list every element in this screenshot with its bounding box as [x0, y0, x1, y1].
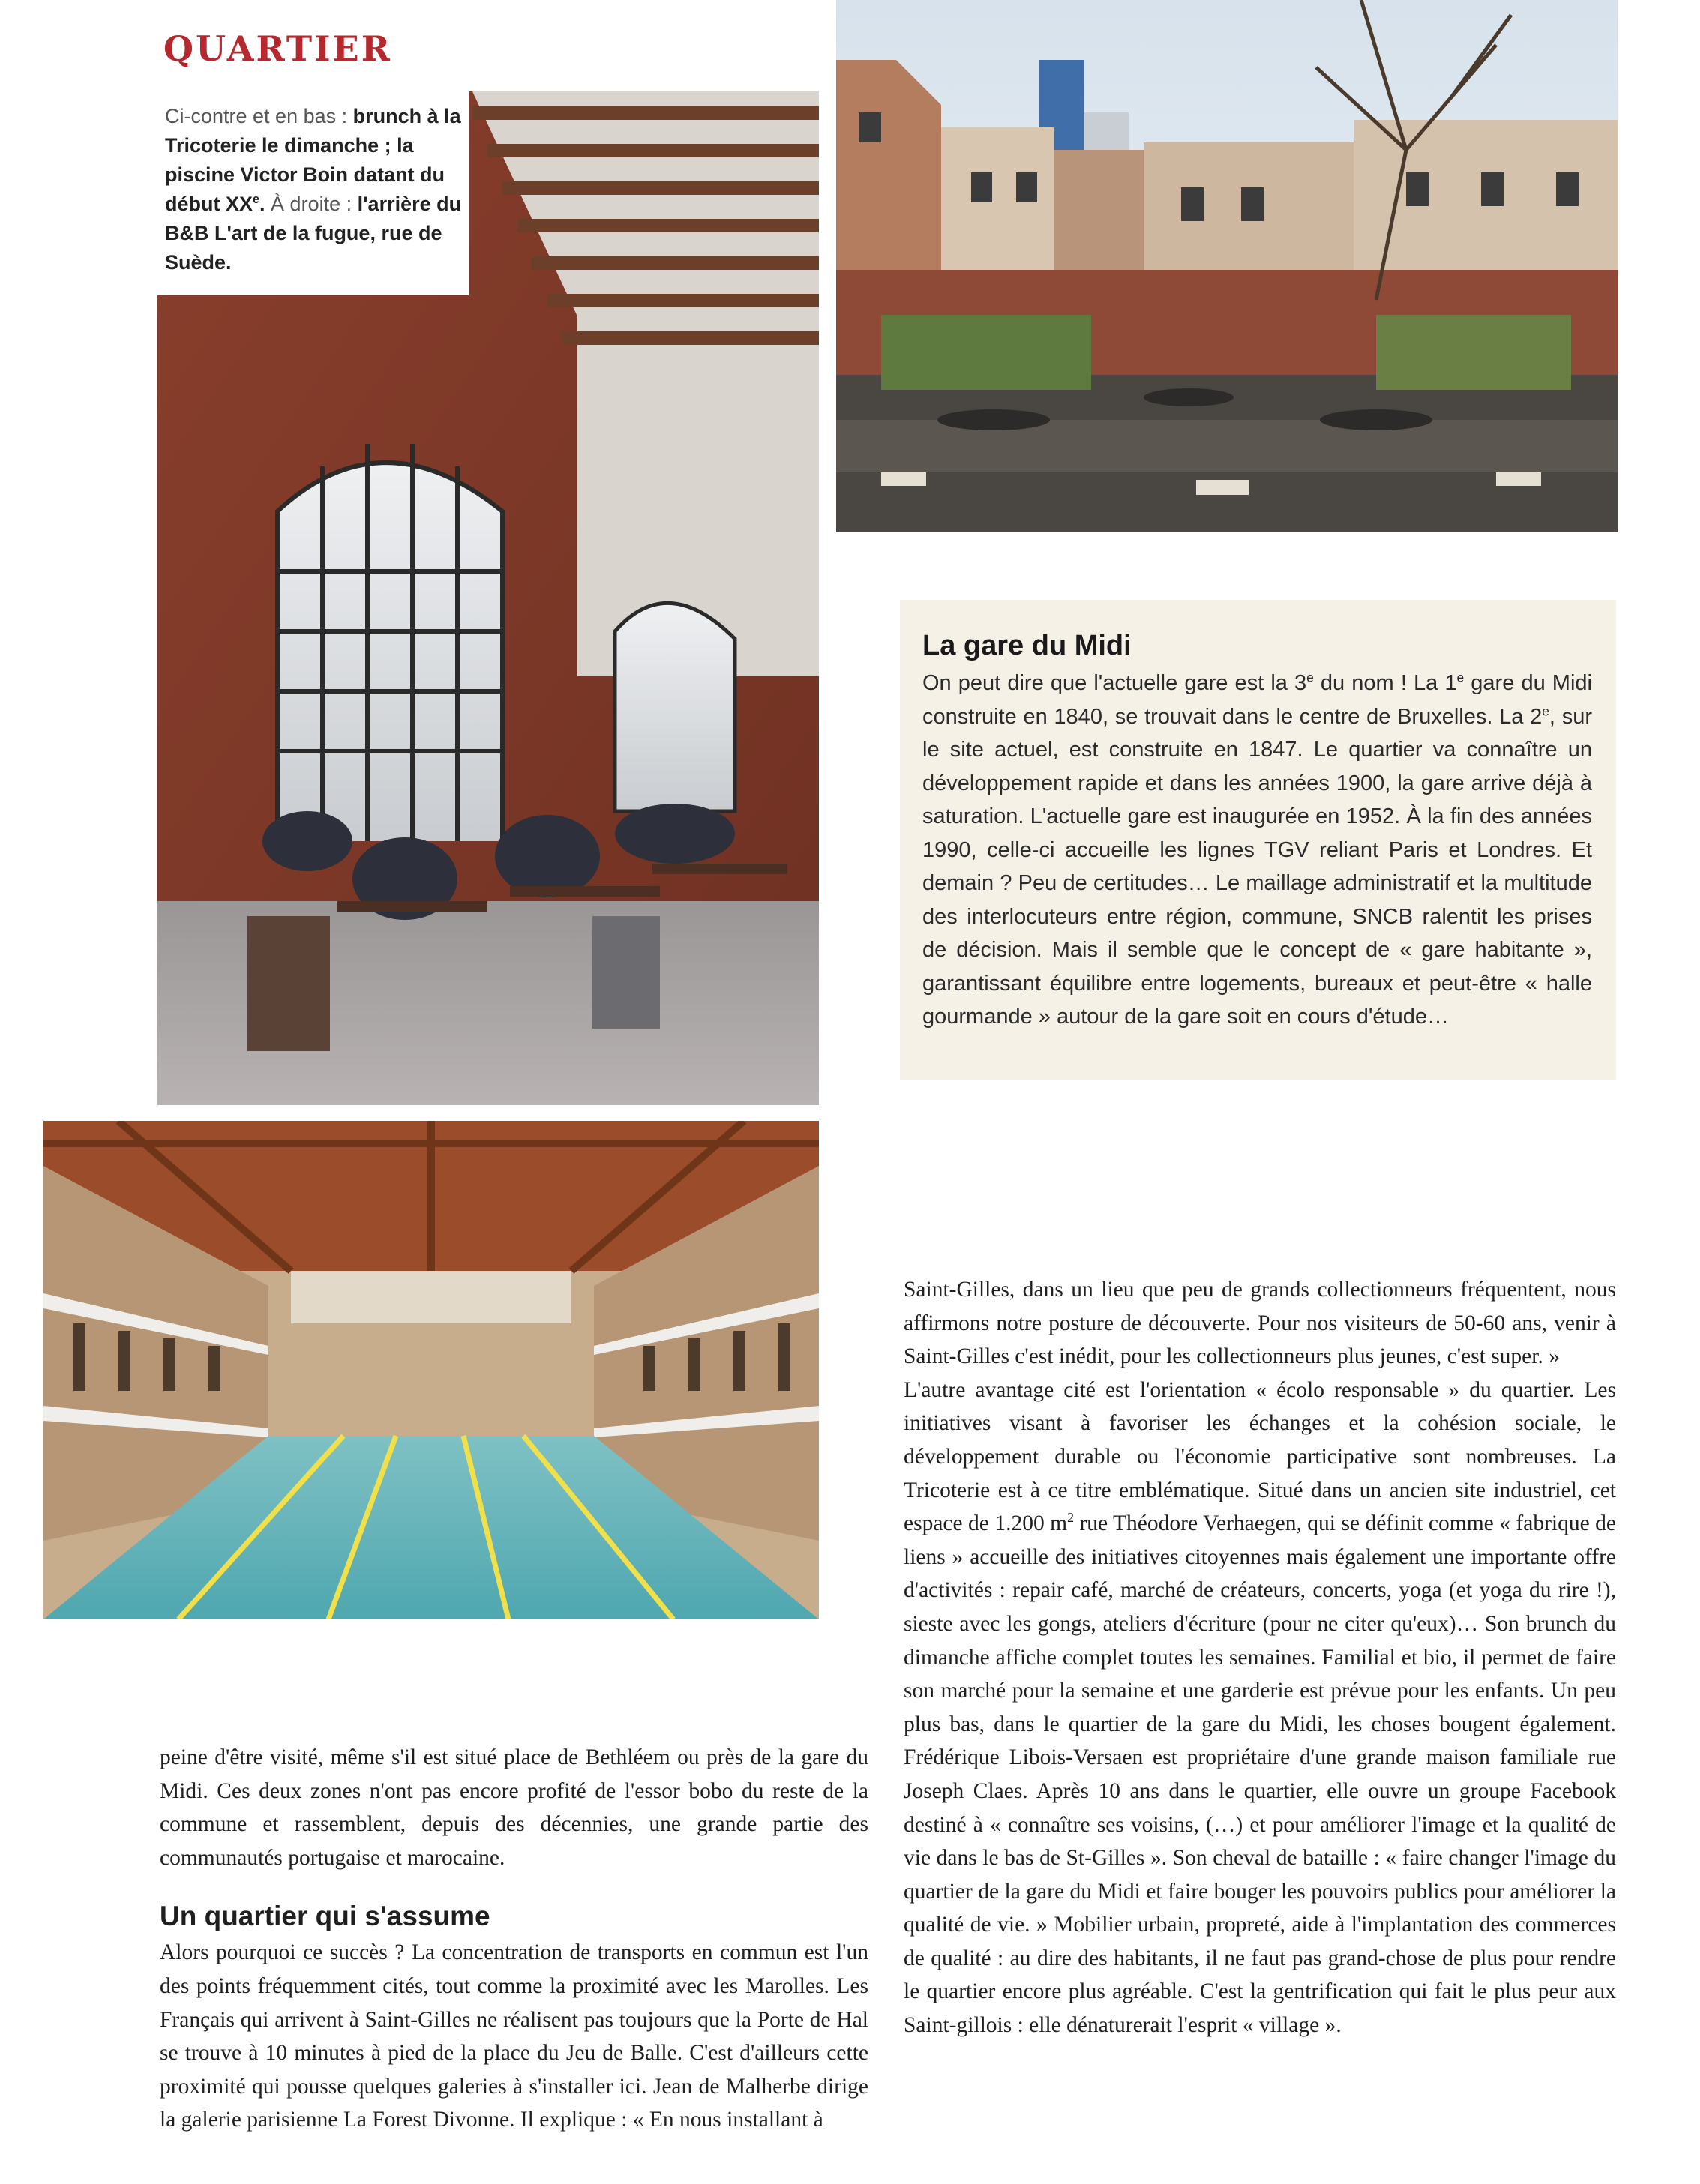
pool-photo — [43, 1121, 819, 1619]
sidebar-text-2: du nom ! La 1 — [1313, 671, 1457, 695]
sidebar-box — [900, 600, 1616, 1080]
sidebar-text — [922, 667, 1592, 1034]
left-paragraph-2: Alors pourquoi ce succès ? La concentration de transports en commun est l'un des points fréquemment cités, tout comme la proximité avec les Marolles. Les Français qui arrivent à Saint-Gilles ne réalisent pas toujours que la Porte de Hal se trouve à 10 minutes à pied de la place du Jeu de Balle. C'est d'ailleurs cette proximité qui pousse quelques galeries à s'installer ici. Jean de Malherbe dirige la galerie parisienne La Forest Divonne. Il explique : « En nous installant à — [160, 1940, 868, 2132]
sidebar-sup-2: e — [1456, 670, 1465, 685]
right-paragraph-2 — [904, 1374, 1616, 2042]
caption-lead: Ci-contre et en bas : — [165, 105, 348, 127]
area-sup: 2 — [1067, 1510, 1074, 1526]
sidebar-text-4: , sur le site actuel, est construite en 1847. Le quartier va connaître un développement rapide et dans les années 1900, la gare arrive déjà à saturation. L'actuelle gare est inaugurée en 1952. À la fin des années 1990, celle-ci accueille les lignes TGV reliant Paris et Londres. Et demain ? Peu de certitudes… Le maillage administratif et la multitude des interlocuteurs entre région, commune, SNCB ralentit les prises de décision. Mais il semble que le concept de « gare habitante », garantissant équilibre entre logements, bureaux et peut-être « halle gourmande » autour de la gare soit en cours d'étude… — [922, 704, 1592, 1029]
caption-part-2: . — [259, 193, 271, 215]
section-label: QUARTIER — [163, 28, 392, 69]
left-column — [160, 1741, 868, 2137]
caption-part-1: brunch à la Tricoterie le dimanche ; la piscine Victor Boin datant du début XX — [165, 105, 461, 215]
sidebar-title: La gare du Midi — [922, 630, 1132, 661]
right-paragraph-2a: L'autre avantage cité est l'orientation « écolo responsable » du quartier. Les initiatives visant à favoriser les échanges et la cohésion sociale, le développement durable ou l'économie participative sont nombreuses. La Tricoterie est à ce titre emblématique. Situé dans un ancien site industriel, cet espace de 1.200 m — [904, 1377, 1616, 1536]
right-column — [904, 1273, 1616, 2042]
caption-lead-right: À droite : — [271, 193, 352, 215]
left-paragraph-1: peine d'être visité, même s'il est situé place de Bethléem ou près de la gare du Midi. Ces deux zones n'ont pas encore profité de l'essor bobo du reste de la commune et rassemblent, depuis des décennies, une grande partie des communautés portugaise et marocaine. — [160, 1745, 868, 1870]
caption-part-3: l'arrière du B&B L'art de la fugue, rue de Suède. — [165, 193, 462, 274]
photo-caption — [157, 91, 469, 295]
right-paragraph-2b: rue Théodore Verhaegen, qui se définit comme « fabrique de liens » accueille des initiatives citoyennes mais également une importante offre d'activités : repair café, marché de créateurs, concerts, yoga (et yoga du rire !), sieste avec les gongs, ateliers d'écriture (pour ne citer qu'eux)… Son brunch du dimanche affiche complet toutes les semaines. Familial et bio, il permet de faire son marché pour la semaine et une garderie est prévue pour les enfants. Un peu plus bas, dans le quartier de la gare du Midi, les choses bougent également. Frédérique Libois-Versaen est propriétaire d'une grande maison familiale rue Joseph Claes. Après 10 ans dans le quartier, elle ouvre un groupe Facebook destiné à « connaître ses voisins, (…) et pour améliorer l'image et la qualité de vie dans le bas de St-Gilles ». Son cheval de bataille : « faire changer l'image du quartier de la gare du Midi et faire bouger les pouvoirs publics pour améliorer la qualité de vie. » Mobilier urbain, propreté, aide à l'implantation des commerces de qualité : au dire des habitants, il ne faut pas grand-chose de plus pour rendre le quartier encore plus agréable. C'est la gentrification qui fait le plus peur aux Saint-gillois : elle dénaturerait l'esprit « village ». — [904, 1511, 1616, 2038]
terrace-photo — [836, 0, 1618, 532]
caption-sup: e — [253, 193, 260, 206]
sidebar-text-1: On peut dire que l'actuelle gare est la 3 — [922, 671, 1307, 695]
right-paragraph-1: Saint-Gilles, dans un lieu que peu de grands collectionneurs fréquentent, nous affirmons notre posture de découverte. Pour nos visiteurs de 50-60 ans, venir à Saint-Gilles c'est inédit, pour les collectionneurs plus jeunes, c'est super. » — [904, 1278, 1616, 1369]
sidebar-sup-1: e — [1306, 670, 1314, 685]
sidebar-sup-3: e — [1542, 703, 1549, 718]
section-heading: Un quartier qui s'assume — [160, 1901, 490, 1932]
sidebar-text-3: gare du Midi construite en 1840, se trouvait dans le centre de Bruxelles. La 2 — [922, 671, 1592, 729]
